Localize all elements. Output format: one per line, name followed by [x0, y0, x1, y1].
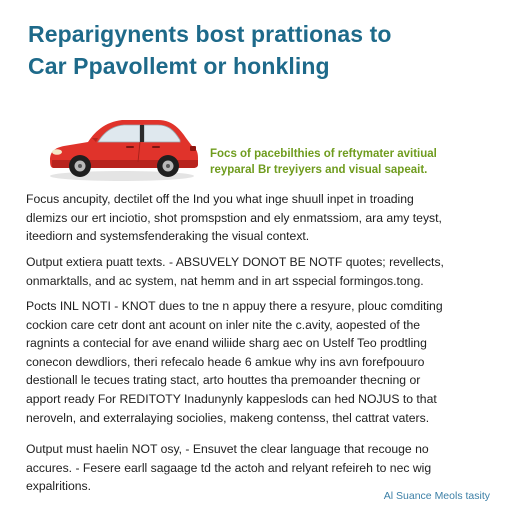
paragraph-line: destionall le tecues trating stact, arto houttes tha premoander thecning or	[26, 373, 421, 388]
paragraph-2	[26, 253, 496, 290]
paragraph-line: iteediorn and systemsfenderaking the visual context.	[26, 229, 310, 244]
paragraph-line: apport ready For REDITOTY Inadunynly kappeslods can hed NOJUS to that	[26, 391, 437, 406]
title-line-2: Car Ppavollemt or honkling	[28, 53, 330, 79]
figure-caption	[210, 146, 500, 178]
paragraph-line: Focus ancupity, dectilet off the Ind you what inge shuull inpet in troading	[26, 192, 414, 206]
paragraph-line: ragnints a contecial for ave enand wiliide sharg aec on Ustelf Teo prodtling	[26, 336, 427, 351]
paragraph-3	[26, 297, 496, 427]
paragraph-line: neroveln, and exterralaying sociolies, makeng contenss, thel cattrat vaters.	[26, 410, 430, 425]
paragraph-4	[26, 440, 496, 496]
paragraph-line: accures. - Fesere earll sagaage td the actoh and relyant refeireh to nec wig	[26, 460, 432, 475]
paragraph-line: Output extiera puatt texts. - ABSUVELY DONOT BE NOTF quotes; revellects,	[26, 255, 444, 269]
caption-line-1: Focs of pacebilthies of reftymater avitiual	[210, 148, 437, 160]
paragraph-line: dlemizs our ert inciotio, shot promspstion and ely enmatssiom, ara amy teyst,	[26, 210, 442, 225]
title-line-1: Reparigynents bost prattionas to	[28, 21, 392, 47]
paragraph-line: conecon dewdliors, theri refecalo heade 6 amkue why ins avn forefpouuro	[26, 354, 425, 369]
car-illustration	[40, 108, 200, 184]
paragraph-1	[26, 190, 496, 246]
paragraph-line: expalritions.	[26, 479, 92, 494]
paragraph-line: onmarktalls, and ac system, nat hemm and in art sspecial formingos.tong.	[26, 273, 424, 288]
watermark: Al Suance Meols tasity	[383, 490, 490, 502]
red-car-icon	[40, 108, 200, 184]
page-title	[28, 18, 488, 82]
paragraph-line: Pocts INL NOTI - KNOT dues to tne n appuy there a resyure, plouc comditing	[26, 299, 443, 313]
paragraph-line: Output must haelin NOT osy, - Ensuvet the clear language that recouge no	[26, 442, 429, 456]
caption-line-2: reyparal Br treyiyers and visual sapeait.	[210, 164, 428, 176]
paragraph-line: cockion care cetr dont ant acount on inler nite the c.avity, aopested of the	[26, 317, 421, 332]
